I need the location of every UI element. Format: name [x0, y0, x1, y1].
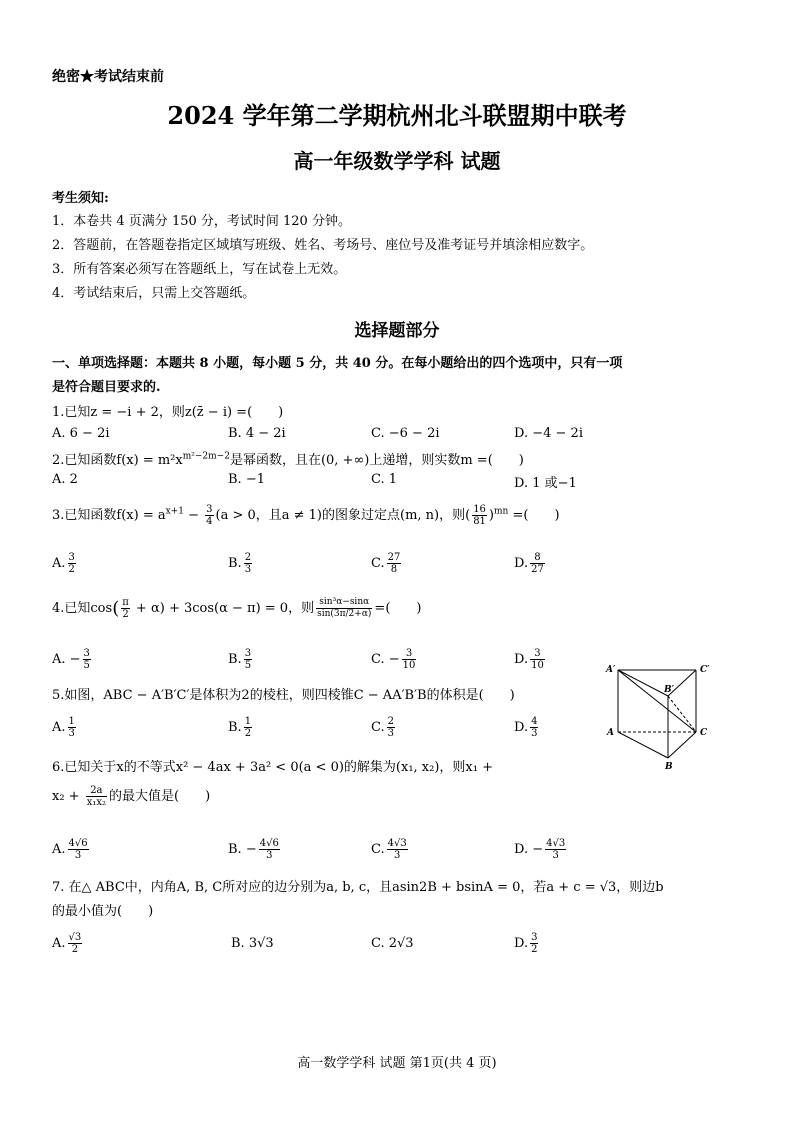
label-a-prime: A′	[606, 665, 616, 675]
label-b: B	[665, 762, 673, 772]
question-7-stem-line2: 的最小值为( )	[52, 904, 154, 919]
q6-option-c: C. $\frac{4√3}{3}$	[371, 838, 407, 861]
q7-option-c: C. 2√3	[371, 936, 414, 951]
q7-option-a: A. $\frac{√3}{2}$	[52, 932, 82, 955]
q2-option-b: B. −1	[228, 472, 265, 487]
label-c: C	[700, 728, 708, 738]
edge-a1c	[618, 670, 696, 732]
question-4-stem: 4.已知cos( $\frac{\pi}{2}$ + α) + 3cos(α − π) = 0，则 $\frac{\text{sin³α−sinα}}{\sin(3\pi/2+\alpha)}$ =( )	[52, 597, 422, 620]
question-2-stem: 2.已知函数$f(x) = m^2x^{m^2-2m-2}$是幂函数，且在(0, +∞)上递增，则实数m =( )	[52, 451, 524, 468]
exam-title: 2024 学年第二学期杭州北斗联盟期中联考	[167, 101, 627, 130]
page-footer: 高一数学学科 试题 第1页(共 4 页)	[297, 1056, 497, 1071]
label-c-prime: C′	[700, 665, 710, 675]
q1-option-b: B. 4 − 2i	[228, 426, 286, 441]
edge-a1b1	[618, 670, 668, 696]
edge-ab	[618, 732, 668, 758]
secret-label: 绝密★考试结束前	[52, 69, 164, 85]
q1-option-d: D. −4 − 2i	[514, 426, 583, 441]
question-6-stem-line2: x₂ + $\frac{2a}{\text{x₁x₂}}$ 的最大值是( )	[52, 785, 211, 808]
q1-option-c: C. −6 − 2i	[371, 426, 440, 441]
question-6-stem-line1: 6.已知关于x的不等式x² − 4ax + 3a² < 0(a < 0)的解集为(x₁, x₂)，则x₁ +	[52, 760, 493, 775]
q5-option-b: B. $\frac{1}{2}$	[228, 716, 252, 739]
question-7-stem-line1: 7. 在△ ABC中，内角A, B, C所对应的边分别为a, b, c，且asin2B + bsinA = 0，若a + c = √3，则边b	[52, 880, 664, 895]
notice-item: 2．答题前，在答题卷指定区域填写班级、姓名、考场号、座位号及准考证号并填涂相应数字。	[52, 238, 594, 253]
prism-figure	[600, 658, 720, 776]
q3-option-d: D. $\frac{8}{27}$	[514, 552, 544, 575]
section-title: 选择题部分	[354, 321, 440, 341]
q3-option-a: A. $\frac{3}{2}$	[52, 552, 75, 575]
q4-option-d: D. $\frac{3}{10}$	[514, 648, 544, 671]
q7-option-b: B. 3√3	[231, 936, 274, 951]
q1-option-a: A. 6 − 2i	[52, 426, 110, 441]
question-3-stem: 3.已知函数$f(x) = a^{x+1}$ − $\frac{3}{4}$ (a > 0，且a ≠ 1)的图象过定点(m, n)，则( $\frac{16}{81}$ )$^{mn}$ =( )	[52, 504, 560, 527]
label-a: A	[607, 728, 614, 738]
notice-item: 4．考试结束后，只需上交答题纸。	[52, 286, 256, 301]
question-5-stem: 5.如图，ABC − A′B′C′是体积为2的棱柱，则四棱锥C − AA′B′B的体积是( )	[52, 688, 515, 703]
q5-option-d: D. $\frac{4}{3}$	[514, 716, 538, 739]
q4-option-a: A. − $\frac{3}{5}$	[52, 648, 90, 671]
notice-item: 3．所有答案必须写在答题纸上，写在试卷上无效。	[52, 262, 347, 277]
exam-subtitle: 高一年级数学学科 试题	[293, 149, 501, 173]
q6-option-d: D. − $\frac{4√3}{3}$	[514, 838, 566, 861]
label-b-prime: B′	[664, 685, 674, 695]
question-1-stem: 1.已知z = −i + 2，则z(z̄ − i) =( )	[52, 405, 284, 420]
q2-option-d: D. 1 或−1	[514, 476, 577, 491]
q7-option-d: D. $\frac{3}{2}$	[514, 932, 538, 955]
q2-option-c: C. 1	[371, 472, 398, 487]
q6-option-a: A. $\frac{4√6}{3}$	[52, 838, 88, 861]
edge-b1c-hidden	[668, 696, 696, 732]
section-instruction: 是符合题目要求的.	[52, 380, 161, 395]
q4-option-b: B. $\frac{3}{5}$	[228, 648, 252, 671]
q4-option-c: C. − $\frac{3}{10}$	[371, 648, 416, 671]
q2-option-a: A. 2	[52, 472, 78, 487]
section-instruction: 一、单项选择题：本题共 8 小题，每小题 5 分，共 40 分。在每小题给出的四个选项中，只有一项	[52, 356, 623, 371]
q6-option-b: B. − $\frac{4√6}{3}$	[228, 838, 279, 861]
q3-option-c: C. $\frac{27}{8}$	[371, 552, 401, 575]
edge-bc	[668, 732, 696, 758]
q5-option-a: A. $\frac{1}{3}$	[52, 716, 75, 739]
notice-heading: 考生须知:	[52, 191, 109, 206]
q5-option-c: C. $\frac{2}{3}$	[371, 716, 394, 739]
notice-item: 1．本卷共 4 页满分 150 分，考试时间 120 分钟。	[52, 214, 351, 229]
q3-option-b: B. $\frac{2}{3}$	[228, 552, 252, 575]
